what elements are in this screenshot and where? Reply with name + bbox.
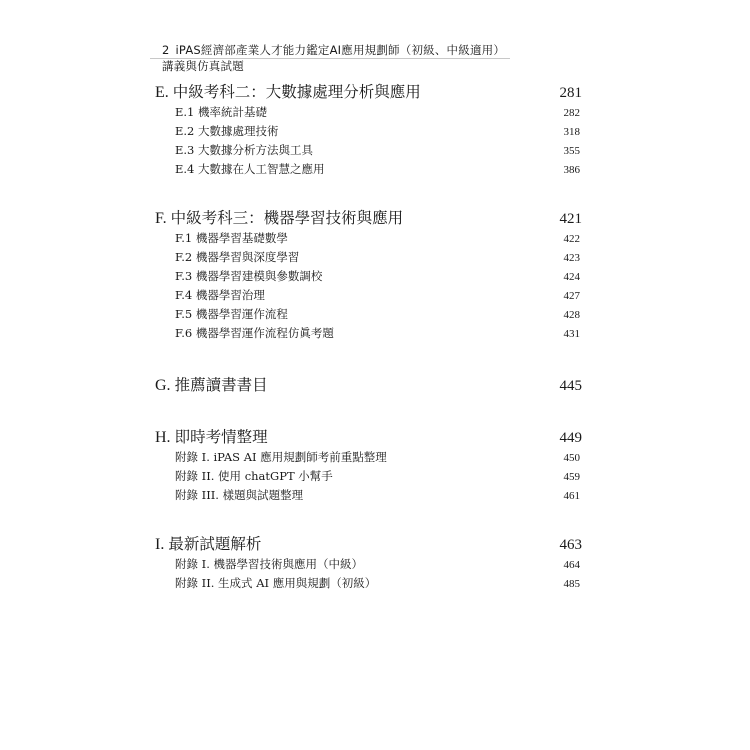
- toc-item-page: 461: [563, 490, 580, 502]
- table-of-contents: [155, 80, 582, 594]
- section-letter: E.: [155, 84, 169, 101]
- toc-item-title: F.6 機器學習運作流程仿眞考題: [175, 326, 334, 340]
- toc-item-page: 428: [563, 309, 580, 321]
- section-title: [155, 206, 403, 228]
- section-page: 281: [559, 85, 582, 101]
- toc-item-title: F.3 機器學習建模與參數調校: [175, 269, 323, 283]
- toc-item-page: 459: [563, 471, 580, 483]
- toc-item-page: 427: [563, 290, 580, 302]
- toc-item-page: 422: [563, 233, 580, 245]
- section-letter: I.: [155, 536, 165, 553]
- section-heading-row[interactable]: [155, 80, 582, 104]
- section-heading-row[interactable]: [155, 206, 582, 230]
- section-page: 463: [559, 537, 582, 553]
- page-number: 2: [162, 43, 170, 57]
- toc-item[interactable]: [155, 230, 582, 249]
- section-title-text: 推薦讀書書目: [174, 376, 268, 394]
- section-letter: G.: [155, 377, 171, 394]
- toc-item-page: 450: [563, 452, 580, 464]
- section-title-text: 中級考科三：機器學習技術與應用: [170, 209, 404, 227]
- header-rule: [150, 58, 510, 59]
- toc-item[interactable]: [155, 575, 582, 594]
- toc-item[interactable]: [155, 325, 582, 344]
- toc-item-title: 附錄 II. 生成式 AI 應用與規劃（初級）: [175, 576, 377, 590]
- toc-section-g: [155, 373, 582, 397]
- toc-item[interactable]: [155, 468, 582, 487]
- toc-item-title: 附錄 III. 樣題與試題整理: [175, 488, 304, 502]
- toc-item-title: E.1 機率統計基礎: [175, 105, 268, 119]
- toc-item-page: 424: [563, 271, 580, 283]
- toc-item-page: 318: [563, 126, 580, 138]
- toc-item[interactable]: [155, 556, 582, 575]
- toc-item-title: E.2 大數據處理技術: [175, 124, 279, 138]
- toc-item-title: 附錄 I. iPAS AI 應用規劃師考前重點整理: [175, 450, 387, 464]
- toc-item-page: 485: [563, 578, 580, 590]
- section-title-text: 最新試題解析: [168, 535, 262, 553]
- toc-item[interactable]: [155, 287, 582, 306]
- toc-item[interactable]: [155, 306, 582, 325]
- toc-item-title: F.1 機器學習基礎數學: [175, 231, 288, 245]
- toc-item-title: F.2 機器學習與深度學習: [175, 250, 300, 264]
- toc-item-title: E.4 大數據在人工智慧之應用: [175, 162, 325, 176]
- toc-section-h: [155, 425, 582, 506]
- toc-item-title: F.4 機器學習治理: [175, 288, 265, 302]
- toc-item[interactable]: [155, 123, 582, 142]
- toc-item[interactable]: [155, 142, 582, 161]
- section-page: 449: [559, 430, 582, 446]
- toc-section-e: [155, 80, 582, 180]
- toc-item-page: 355: [563, 145, 580, 157]
- section-title: [155, 373, 268, 395]
- toc-item-title: 附錄 II. 使用 chatGPT 小幫手: [175, 469, 333, 483]
- toc-section-f: [155, 206, 582, 344]
- toc-item-page: 431: [563, 328, 580, 340]
- section-page: 421: [559, 211, 582, 227]
- section-heading-row[interactable]: [155, 425, 582, 449]
- toc-section-i: [155, 532, 582, 594]
- section-heading-row[interactable]: [155, 532, 582, 556]
- toc-item-title: E.3 大數據分析方法與工具: [175, 143, 314, 157]
- section-title: [155, 80, 421, 102]
- toc-item[interactable]: [155, 449, 582, 468]
- toc-item-page: 282: [563, 107, 580, 119]
- toc-item-page: 386: [563, 164, 580, 176]
- section-title: [155, 532, 261, 554]
- toc-item[interactable]: [155, 487, 582, 506]
- section-heading-row[interactable]: [155, 373, 582, 397]
- toc-item[interactable]: [155, 268, 582, 287]
- section-title: [155, 425, 268, 447]
- toc-item[interactable]: [155, 161, 582, 180]
- toc-item-title: F.5 機器學習運作流程: [175, 307, 288, 321]
- section-letter: H.: [155, 429, 171, 446]
- section-page: 445: [559, 378, 582, 394]
- toc-item-page: 423: [563, 252, 580, 264]
- toc-item-title: 附錄 I. 機器學習技術與應用（中級）: [175, 557, 364, 571]
- toc-item[interactable]: [155, 104, 582, 123]
- toc-item[interactable]: [155, 249, 582, 268]
- toc-item-page: 464: [563, 559, 580, 571]
- book-title: iPAS經濟部產業人才能力鑑定AI應用規劃師（初級、中級適用）講義與仿真試題: [162, 43, 506, 73]
- section-letter: F.: [155, 210, 167, 227]
- section-title-text: 中級考科二：大數據處理分析與應用: [172, 83, 421, 101]
- section-title-text: 即時考情整理: [174, 428, 268, 446]
